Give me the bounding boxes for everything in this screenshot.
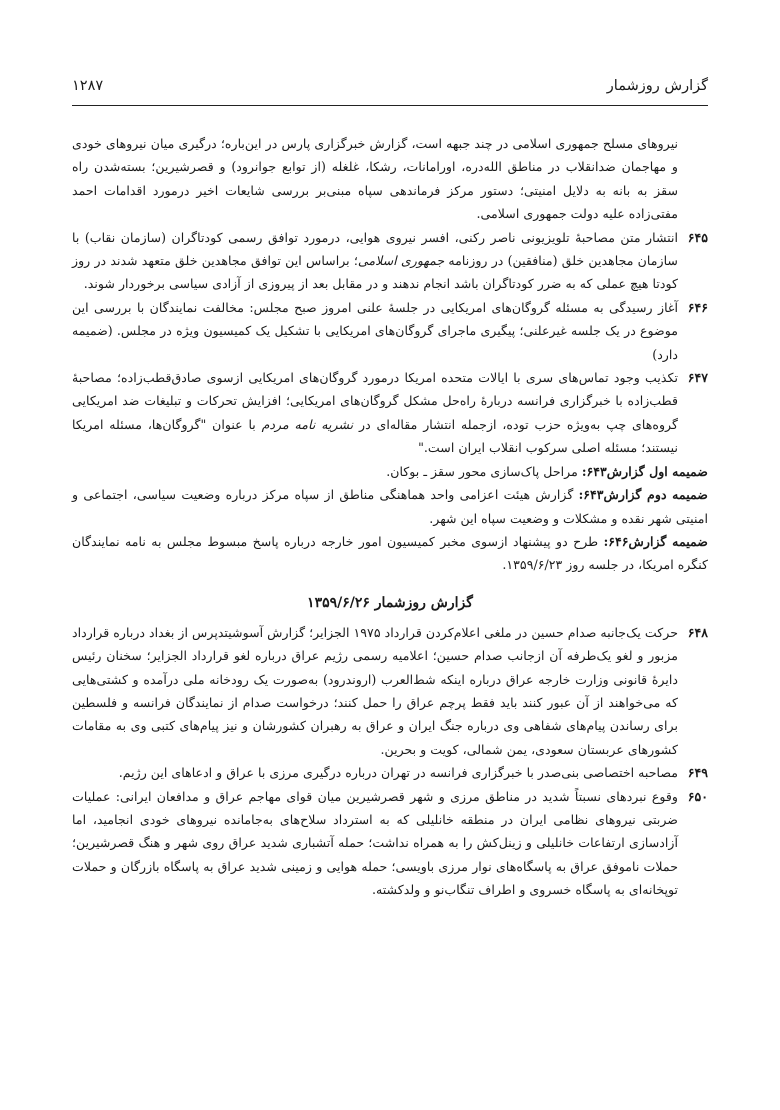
entry-645 <box>72 226 708 296</box>
page-number: ۱۲۸۷ <box>72 78 104 94</box>
entry-text: انتشار متن مصاحبهٔ تلویزیونی ناصر رکنی، افسر نیروی هوایی، درمورد توافق رسمی کودتاگران (سازمان نقاب) با سازمان مجاهدین خلق (منافقین) در روزنامه <box>72 229 678 269</box>
entry-number: ۶۴۹ <box>687 765 708 781</box>
annex-text: گزارش هیئت اعزامی واحد هماهنگی مناطق از سپاه مرکز درباره وضعیت سیاسی، اجتماعی و امنیتی شهر نقده و مشکلات و وضعیت سپاه این شهر. <box>72 487 708 526</box>
entry-number: ۶۴۷ <box>687 370 708 386</box>
entry-text: با عنوان "گروگان‌ها، مسئله امریکا نیستند؛ مسئله اصلی سرکوب انقلاب ایران است." <box>72 416 678 456</box>
page-body <box>72 132 708 902</box>
annex-label: ضمیمه اول گزارش۶۴۳: <box>581 463 708 479</box>
annex-label: ضمیمه گزارش۶۴۶: <box>603 533 708 549</box>
entry-text: تکذیب وجود تماس‌های سری با ایالات متحده امریکا درمورد گروگان‌های امریکایی ازسوی صادق‌قطب‌زاده؛ مصاحبهٔ قطب‌زاده با خبرگزاری فرانسه دربارهٔ راه‌حل مشکل گروگان‌های امریکایی؛ افزایش تحرکات و تبلیغات ضد امریکایی گروه‌های چپ به‌ویژه حزب توده، ازجمله انتشار مقاله‌ای در <box>72 370 678 432</box>
entry-number: ۶۴۶ <box>687 299 708 315</box>
entry-647 <box>72 366 708 460</box>
entry-text: ؛ براساس این توافق مجاهدین خلق متعهد شدند در روز کودتا هیچ عملی که به ضرر کودتاگران باشد انجام ندهند و در مقابل بعد از پیروزی از آزادی سیاسی برخوردار شوند. <box>72 253 678 292</box>
annex-2 <box>72 483 708 530</box>
annex-1 <box>72 460 708 483</box>
entry-number: ۶۴۸ <box>687 624 708 640</box>
entry-649 <box>72 761 708 784</box>
entry-text: مصاحبه اختصاصی بنی‌صدر با خبرگزاری فرانسه در تهران درباره درگیری مرزی با عراق و ادعاهای این رژیم. <box>118 765 678 781</box>
entry-number: ۶۵۰ <box>687 788 708 804</box>
entry-text: وقوع نبردهای نسبتاً شدید در مناطق مرزی و شهر قصرشیرین میان قوای مهاجم عراق و مدافعان ایرانی: عملیات ضربتی نیروهای نظامی ایران در منطقه خانلیلی که به استرداد سلاح‌های به‌جامانده نیروهای خودی انجامید، اما آزادسازی ارتفاعات خانلیلی و زینل‌کش را به همراه نداشت؛ حمله آتشباری شدید عراق روی شهر و هنگ قصرشیرین؛ حملات ناموفق عراق به پاسگاه‌های نوار مرزی باویسی؛ حمله هوایی و زمینی شدید عراق به پاسگاه بازرگان و حملات توپخانه‌ای به پاسگاه خسروی و اطراف تنگاب‌نو و ولدکشته. <box>72 788 678 898</box>
entry-number: ۶۴۵ <box>687 229 708 245</box>
entry-646 <box>72 296 708 366</box>
running-title: گزارش روزشمار <box>606 78 708 94</box>
section-title: گزارش روزشمار ۱۳۵۹/۶/۲۶ <box>307 594 473 611</box>
annex-text: مراحل پاک‌سازی محور سقز ـ بوکان. <box>386 463 582 479</box>
continued-paragraph: نیروهای مسلح جمهوری اسلامی در چند جبهه است، گزارش خبرگزاری پارس در این‌باره؛ درگیری میان نیروهای خودی و مهاجمان ضدانقلاب در مناطق الله‌دره، اورامانات، رشکا، غلغله (از توابع جوانرود) و قصرشیرین؛ بسته‌شدن راه سقز به بانه به دلایل امنیتی؛ دستور مرکز فرماندهی سپاه مبنی‌بر بررسی شایعات اخیر درمورد اقدامات احمد مفتی‌زاده علیه دولت جمهوری اسلامی. <box>72 136 678 222</box>
entry-text: آغاز رسیدگی به مسئله گروگان‌های امریکایی در جلسهٔ علنی امروز صبح مجلس: مخالفت نمایندگان با بررسی این موضوع در یک جلسه غیرعلنی؛ پیگیری ماجرای گروگان‌های امریکایی با تشکیل یک کمیسیون ویژه در مجلس. (ضمیمه دارد) <box>72 299 678 362</box>
page-header <box>72 76 708 106</box>
newspaper-name: نشریه نامه مردم <box>261 416 354 432</box>
annex-text: طرح دو پیشنهاد ازسوی مخبر کمیسیون امور خارجه درباره پاسخ مبسوط مجلس به نامه نمایندگان کنگره امریکا، در جلسه روز ۱۳۵۹/۶/۲۳. <box>72 533 708 573</box>
annex-3 <box>72 530 708 577</box>
annex-label: ضمیمه دوم گزارش۶۴۳: <box>578 487 708 503</box>
newspaper-name: جمهوری اسلامی <box>357 253 445 269</box>
entry-text: حرکت یک‌جانبه صدام حسین در ملغی اعلام‌کردن قرارداد ۱۹۷۵ الجزایر؛ گزارش آسوشیتدپرس از بغداد درباره قرارداد مزبور و لغو یک‌طرفه آن ازجانب صدام حسین؛ اعلامیه رسمی رژیم عراق درباره لغو قرارداد الجزایر؛ سخنان رئیس دایرهٔ قانونی وزارت خارجه عراق درباره اینکه شط‌العرب (اروندرود) به‌صورت یک رودخانه ملی درآمده و کشتی‌هایی که می‌خواهند از آن عبور کنند باید فقط پرچم عراق را حمل کنند؛ درخواست صدام از نمایندگان فرانسه و فلسطین برای رساندن پیام‌های شفاهی وی درباره جنگ ایران و عراق به رهبران کشورشان و نیز پیام‌های کتبی وی به مقامات کشورهای عربستان سعودی، یمن شمالی، کویت و بحرین. <box>72 624 679 757</box>
entry-650 <box>72 785 708 902</box>
entry-648 <box>72 621 708 761</box>
